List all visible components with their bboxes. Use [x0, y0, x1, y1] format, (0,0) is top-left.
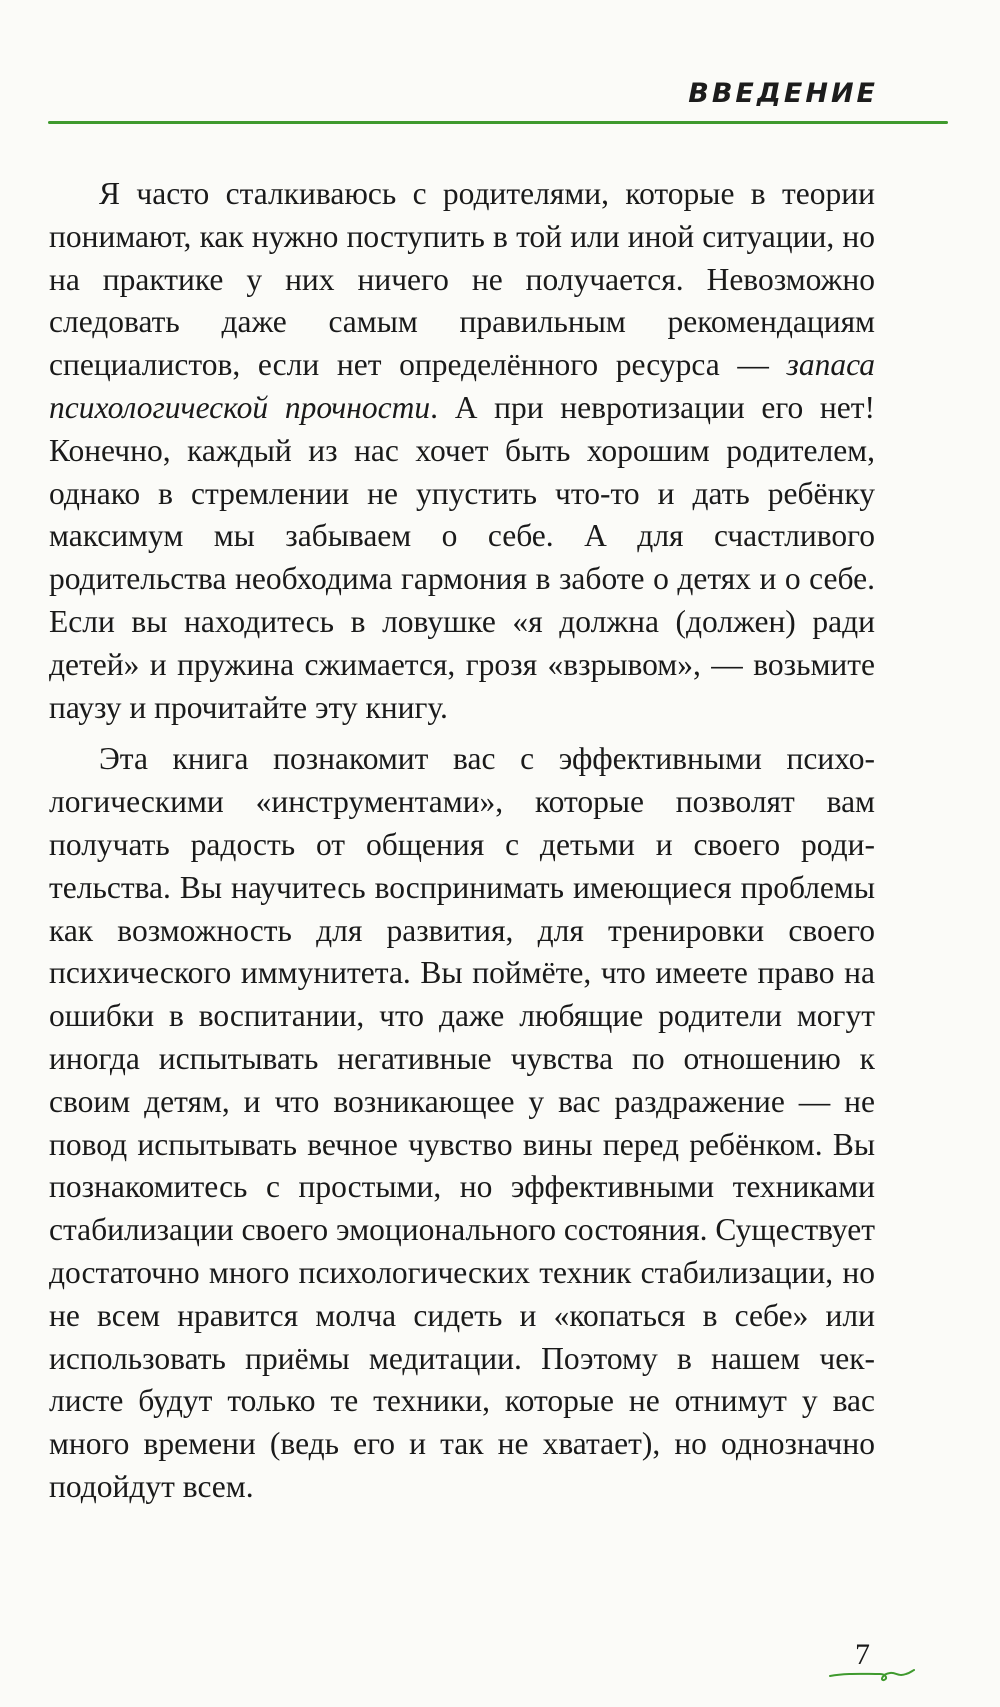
page-number-flourish [826, 1664, 916, 1686]
paragraph-1-emphasis: запаса психологической прочности [49, 347, 875, 425]
paragraph-1 [49, 173, 875, 729]
running-header: ВВЕДЕНИЕ [688, 78, 878, 109]
body-text [49, 173, 875, 1509]
header-rule [48, 121, 948, 124]
page-number: 7 [855, 1638, 870, 1671]
paragraph-2: Эта книга познакомит вас с эффективными психологическими «инструментами», которые позволят вам получать радость от общения с детьми и своего родительства. Вы научитесь воспринимать имеющиеся проблемы как возможность для развития, для тренировки своего психического иммунитета. Вы поймёте, что имеете право на ошибки в воспитании, что даже любящие родители могут иногда испытывать негативные чувства по отношению к своим детям, и что возникающее у вас раздражение — не повод испытывать вечное чувство вины перед ребёнком. Вы познакомитесь с простыми, но эффективными техниками стабилизации своего эмоционального состояния. Существует достаточно много психологических техник стабилизации, но не всем нравится молча сидеть и «копаться в себе» или использовать приёмы медитации. Поэтому в нашем чек-листе будут только те техники, которые не отнимут у вас много времени (ведь его и так не хватает), но однозначно подойдут всем. [49, 741, 875, 1504]
paragraph-1-end: . А при невротизации его нет! Конечно, каждый из нас хочет быть хорошим родителем, однако в стремлении не упустить что-то и дать ребёнку максимум мы забываем о себе. А для счастливого родительства необходима гармония в заботе о детях и о себе. Если вы находитесь в ловушке «я должна (должен) ради детей» и пружина сжимается, грозя «взрывом», — возьмите паузу и прочитайте эту книгу. [49, 389, 875, 725]
paragraph-1-start: Я часто сталкиваюсь с родителями, которые в теории понимают, как нужно поступить в той или иной ситуации, но на практике у них ничего не получается. Невозможно следовать даже самым правильным рекомендациям специалистов, если нет определённого ресурса — [49, 176, 875, 383]
